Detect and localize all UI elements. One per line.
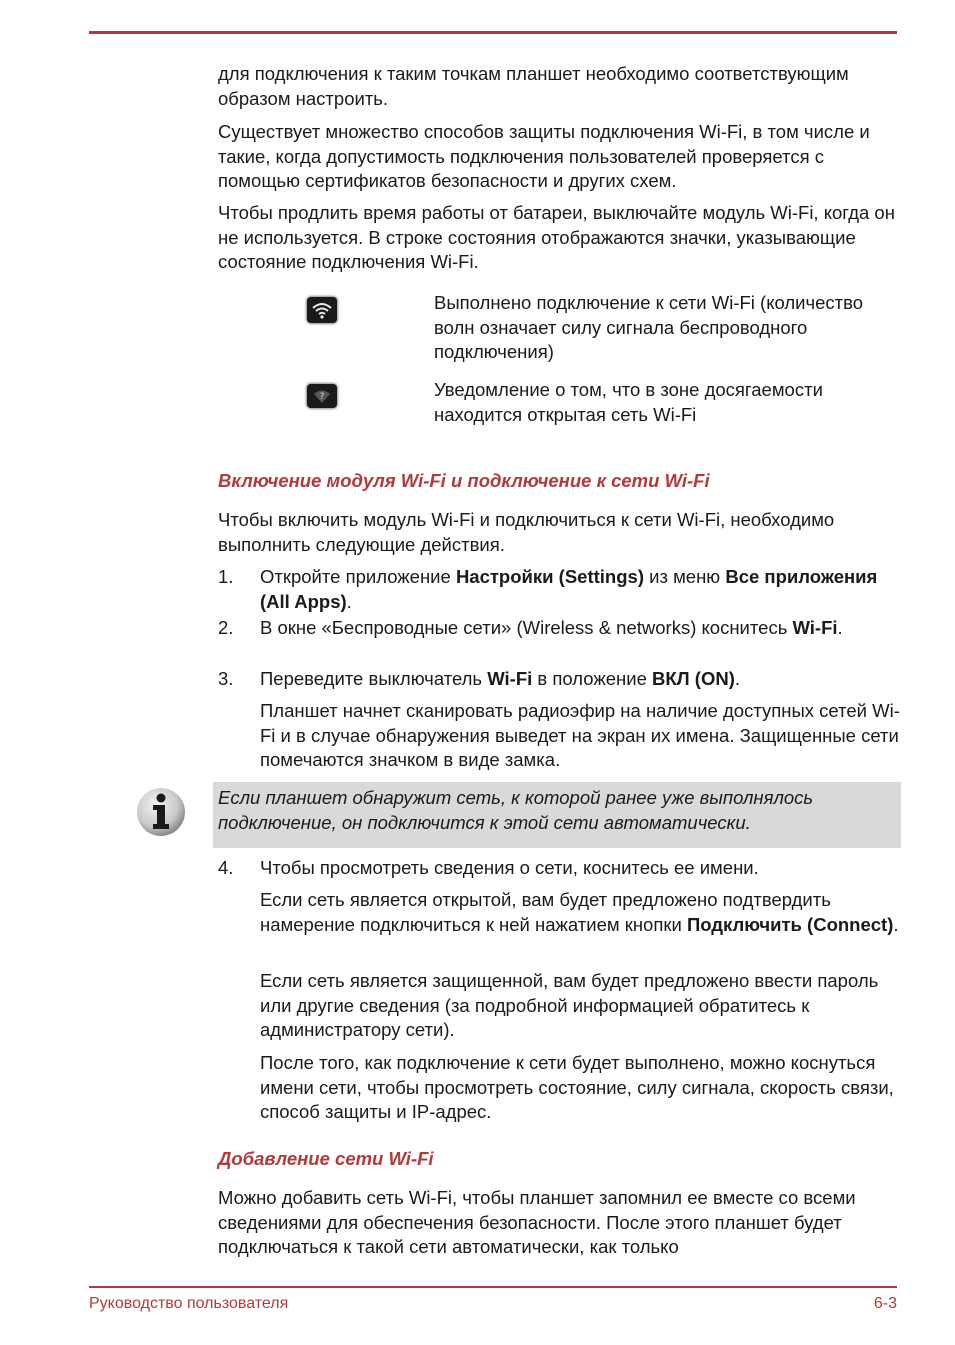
paragraph: Чтобы продлить время работы от батареи, выключайте модуль Wi-Fi, когда он не используется. В строке состояния отображаются значки, указывающие состояние подключения Wi-Fi. bbox=[218, 202, 895, 272]
paragraph: Можно добавить сеть Wi-Fi, чтобы планшет запомнил ее вместе со всеми сведениями для обеспечения безопасности. После этого планшет будет подключаться к такой сети автоматически, как только bbox=[218, 1187, 856, 1257]
footer-rule bbox=[89, 1286, 897, 1288]
paragraph: Существует множество способов защиты подключения Wi-Fi, в том числе и такие, когда допустимость подключения пользователей проверяется с помощью сертификатов безопасности и других схем. bbox=[218, 121, 870, 191]
icon-description: Уведомление о том, что в зоне досягаемости находится открытая сеть Wi-Fi bbox=[434, 379, 823, 425]
section-heading: Включение модуля Wi-Fi и подключение к сети Wi-Fi bbox=[218, 470, 710, 491]
icon-description: Выполнено подключение к сети Wi-Fi (количество волн означает силу сигнала беспроводного подключения) bbox=[434, 292, 864, 362]
info-note bbox=[213, 782, 901, 848]
paragraph: для подключения к таким точкам планшет необходимо соответствующим образом настроить. bbox=[218, 63, 849, 109]
paragraph: Если сеть является открытой, вам будет предложено подтвердить намерение подключиться к ней нажатием кнопки Подключить (Connect). bbox=[260, 889, 899, 935]
info-icon bbox=[136, 787, 186, 837]
svg-text:?: ? bbox=[319, 392, 325, 402]
page-number: 6-3 bbox=[873, 1295, 897, 1312]
wifi-connected-icon bbox=[307, 297, 337, 323]
paragraph: Чтобы включить модуль Wi-Fi и подключиться к сети Wi-Fi, необходимо выполнить следующие действия. bbox=[218, 509, 835, 555]
section-heading: Добавление сети Wi-Fi bbox=[218, 1148, 434, 1169]
header-rule bbox=[89, 31, 897, 34]
footer-title: Руководство пользователя bbox=[89, 1295, 289, 1312]
paragraph: Если сеть является защищенной, вам будет предложено ввести пароль или другие сведения (за подробной информацией обратитесь к администратору сети). bbox=[260, 970, 879, 1040]
paragraph: Планшет начнет сканировать радиоэфир на наличие доступных сетей Wi-Fi и в случае обнаружения выведет на экран их имена. Защищенные сети помечаются значком в виде замка. bbox=[260, 700, 900, 770]
wifi-open-network-icon bbox=[307, 384, 337, 408]
paragraph: После того, как подключение к сети будет выполнено, можно коснуться имени сети, чтобы просмотреть состояние, силу сигнала, скорость связи, способ защиты и IP-адрес. bbox=[260, 1052, 894, 1122]
note-text: Если планшет обнаружит сеть, к которой ранее уже выполнялось подключение, он подключится к этой сети автоматически. bbox=[218, 787, 814, 833]
